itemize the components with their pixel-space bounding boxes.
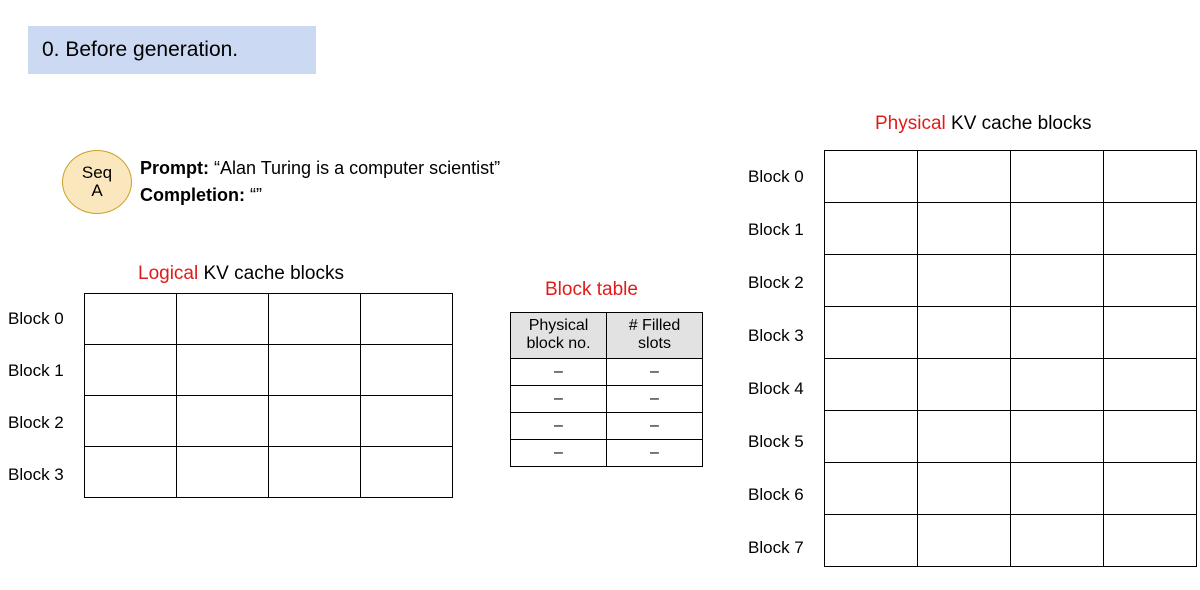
block-table-cell: – bbox=[607, 439, 703, 466]
logical-kv-cell bbox=[361, 396, 453, 447]
physical-kv-cell bbox=[1011, 463, 1104, 515]
physical-kv-cell bbox=[825, 203, 918, 255]
block-table-row bbox=[511, 385, 703, 412]
logical-kv-cell bbox=[269, 447, 361, 498]
physical-kv-row bbox=[825, 463, 1197, 515]
block-table-row bbox=[511, 439, 703, 466]
prompt-block bbox=[140, 155, 500, 209]
physical-kv-cell bbox=[1104, 411, 1197, 463]
logical-kv-title-rest: KV cache blocks bbox=[198, 263, 344, 284]
completion-text: “” bbox=[250, 185, 263, 205]
physical-kv-row bbox=[825, 307, 1197, 359]
logical-kv-cell bbox=[85, 294, 177, 345]
block-table-cell: – bbox=[511, 385, 607, 412]
physical-kv-cell bbox=[918, 307, 1011, 359]
physical-kv-row-label: Block 0 bbox=[748, 166, 804, 186]
prompt-text: “Alan Turing is a computer scientist” bbox=[214, 158, 501, 178]
logical-kv-cell bbox=[85, 345, 177, 396]
physical-kv-cell bbox=[1011, 255, 1104, 307]
sequence-badge-line2: A bbox=[91, 181, 103, 200]
physical-kv-cell bbox=[1011, 151, 1104, 203]
prompt-label: Prompt: bbox=[140, 158, 209, 178]
logical-kv-cell bbox=[361, 294, 453, 345]
block-table-header-row bbox=[511, 313, 703, 359]
logical-kv-title bbox=[138, 263, 344, 285]
logical-kv-row bbox=[85, 294, 453, 345]
physical-kv-cell bbox=[918, 515, 1011, 567]
logical-kv-row-label: Block 1 bbox=[8, 361, 64, 380]
physical-kv-row-label: Block 7 bbox=[748, 537, 804, 557]
physical-kv-cell bbox=[1104, 463, 1197, 515]
physical-kv-cell bbox=[825, 411, 918, 463]
physical-kv-cell bbox=[825, 255, 918, 307]
block-table-cell: – bbox=[511, 412, 607, 439]
sequence-badge-line1: Seq bbox=[81, 163, 113, 183]
logical-kv-row-label: Block 2 bbox=[8, 413, 64, 432]
physical-kv-cell bbox=[1104, 515, 1197, 567]
physical-kv-title-rest: KV cache blocks bbox=[945, 113, 1092, 134]
physical-kv-cell bbox=[825, 463, 918, 515]
physical-kv-cell bbox=[918, 359, 1011, 411]
physical-kv-row-label: Block 1 bbox=[748, 219, 804, 239]
logical-kv-cell bbox=[269, 396, 361, 447]
block-table-row bbox=[511, 412, 703, 439]
physical-kv-cell bbox=[918, 203, 1011, 255]
physical-kv-title bbox=[875, 113, 1092, 135]
logical-kv-cell bbox=[177, 345, 269, 396]
physical-kv-cell bbox=[825, 151, 918, 203]
physical-kv-cell bbox=[1011, 359, 1104, 411]
physical-kv-row bbox=[825, 255, 1197, 307]
physical-kv-title-accent: Physical bbox=[875, 113, 946, 134]
physical-kv-row-label: Block 4 bbox=[748, 378, 804, 398]
physical-kv-row bbox=[825, 411, 1197, 463]
block-table-header-filled: # Filled slots bbox=[607, 313, 703, 359]
physical-kv-row bbox=[825, 515, 1197, 567]
physical-kv-cell bbox=[825, 307, 918, 359]
step-label: 0. Before generation. bbox=[42, 38, 239, 61]
physical-kv-cell bbox=[1011, 515, 1104, 567]
physical-kv-row bbox=[825, 359, 1197, 411]
physical-kv-cell bbox=[1104, 359, 1197, 411]
logical-kv-cell bbox=[361, 345, 453, 396]
physical-kv-row-label: Block 3 bbox=[748, 325, 804, 345]
step-banner bbox=[28, 26, 316, 74]
block-table-title: Block table bbox=[545, 279, 638, 300]
prompt-line bbox=[140, 155, 500, 182]
block-table-cell: – bbox=[607, 385, 703, 412]
logical-kv-row-label: Block 0 bbox=[8, 309, 64, 328]
completion-line bbox=[140, 182, 500, 209]
logical-kv-cell bbox=[85, 396, 177, 447]
physical-kv-cell bbox=[825, 359, 918, 411]
logical-kv-cell bbox=[177, 294, 269, 345]
physical-kv-cell bbox=[1104, 151, 1197, 203]
logical-kv-row bbox=[85, 447, 453, 498]
logical-kv-cell bbox=[85, 447, 177, 498]
physical-kv-row bbox=[825, 151, 1197, 203]
block-table-header-physical: Physical block no. bbox=[511, 313, 607, 359]
completion-label: Completion: bbox=[140, 185, 245, 205]
logical-kv-row bbox=[85, 345, 453, 396]
logical-kv-cell bbox=[269, 294, 361, 345]
physical-kv-cell bbox=[1104, 307, 1197, 359]
sequence-badge bbox=[62, 150, 132, 214]
block-table-cell: – bbox=[607, 358, 703, 385]
physical-kv-cell bbox=[918, 255, 1011, 307]
physical-kv-cell bbox=[1011, 203, 1104, 255]
physical-kv-row bbox=[825, 203, 1197, 255]
physical-kv-row-label: Block 2 bbox=[748, 272, 804, 292]
block-table bbox=[510, 312, 703, 467]
physical-kv-row-label: Block 6 bbox=[748, 484, 804, 504]
logical-kv-cell bbox=[269, 345, 361, 396]
block-table-row bbox=[511, 358, 703, 385]
logical-kv-row bbox=[85, 396, 453, 447]
physical-kv-cell bbox=[1104, 255, 1197, 307]
logical-kv-cell bbox=[361, 447, 453, 498]
physical-kv-cell bbox=[918, 463, 1011, 515]
logical-kv-grid bbox=[84, 293, 453, 498]
block-table-cell: – bbox=[511, 358, 607, 385]
physical-kv-cell bbox=[1011, 307, 1104, 359]
logical-kv-cell bbox=[177, 447, 269, 498]
physical-kv-cell bbox=[1104, 203, 1197, 255]
logical-kv-title-accent: Logical bbox=[138, 263, 199, 284]
logical-kv-row-label: Block 3 bbox=[8, 465, 64, 484]
physical-kv-cell bbox=[825, 515, 918, 567]
physical-kv-cell bbox=[918, 151, 1011, 203]
physical-kv-cell bbox=[918, 411, 1011, 463]
physical-kv-grid bbox=[824, 150, 1197, 567]
physical-kv-row-label: Block 5 bbox=[748, 431, 804, 451]
logical-kv-cell bbox=[177, 396, 269, 447]
physical-kv-cell bbox=[1011, 411, 1104, 463]
block-table-cell: – bbox=[511, 439, 607, 466]
block-table-cell: – bbox=[607, 412, 703, 439]
